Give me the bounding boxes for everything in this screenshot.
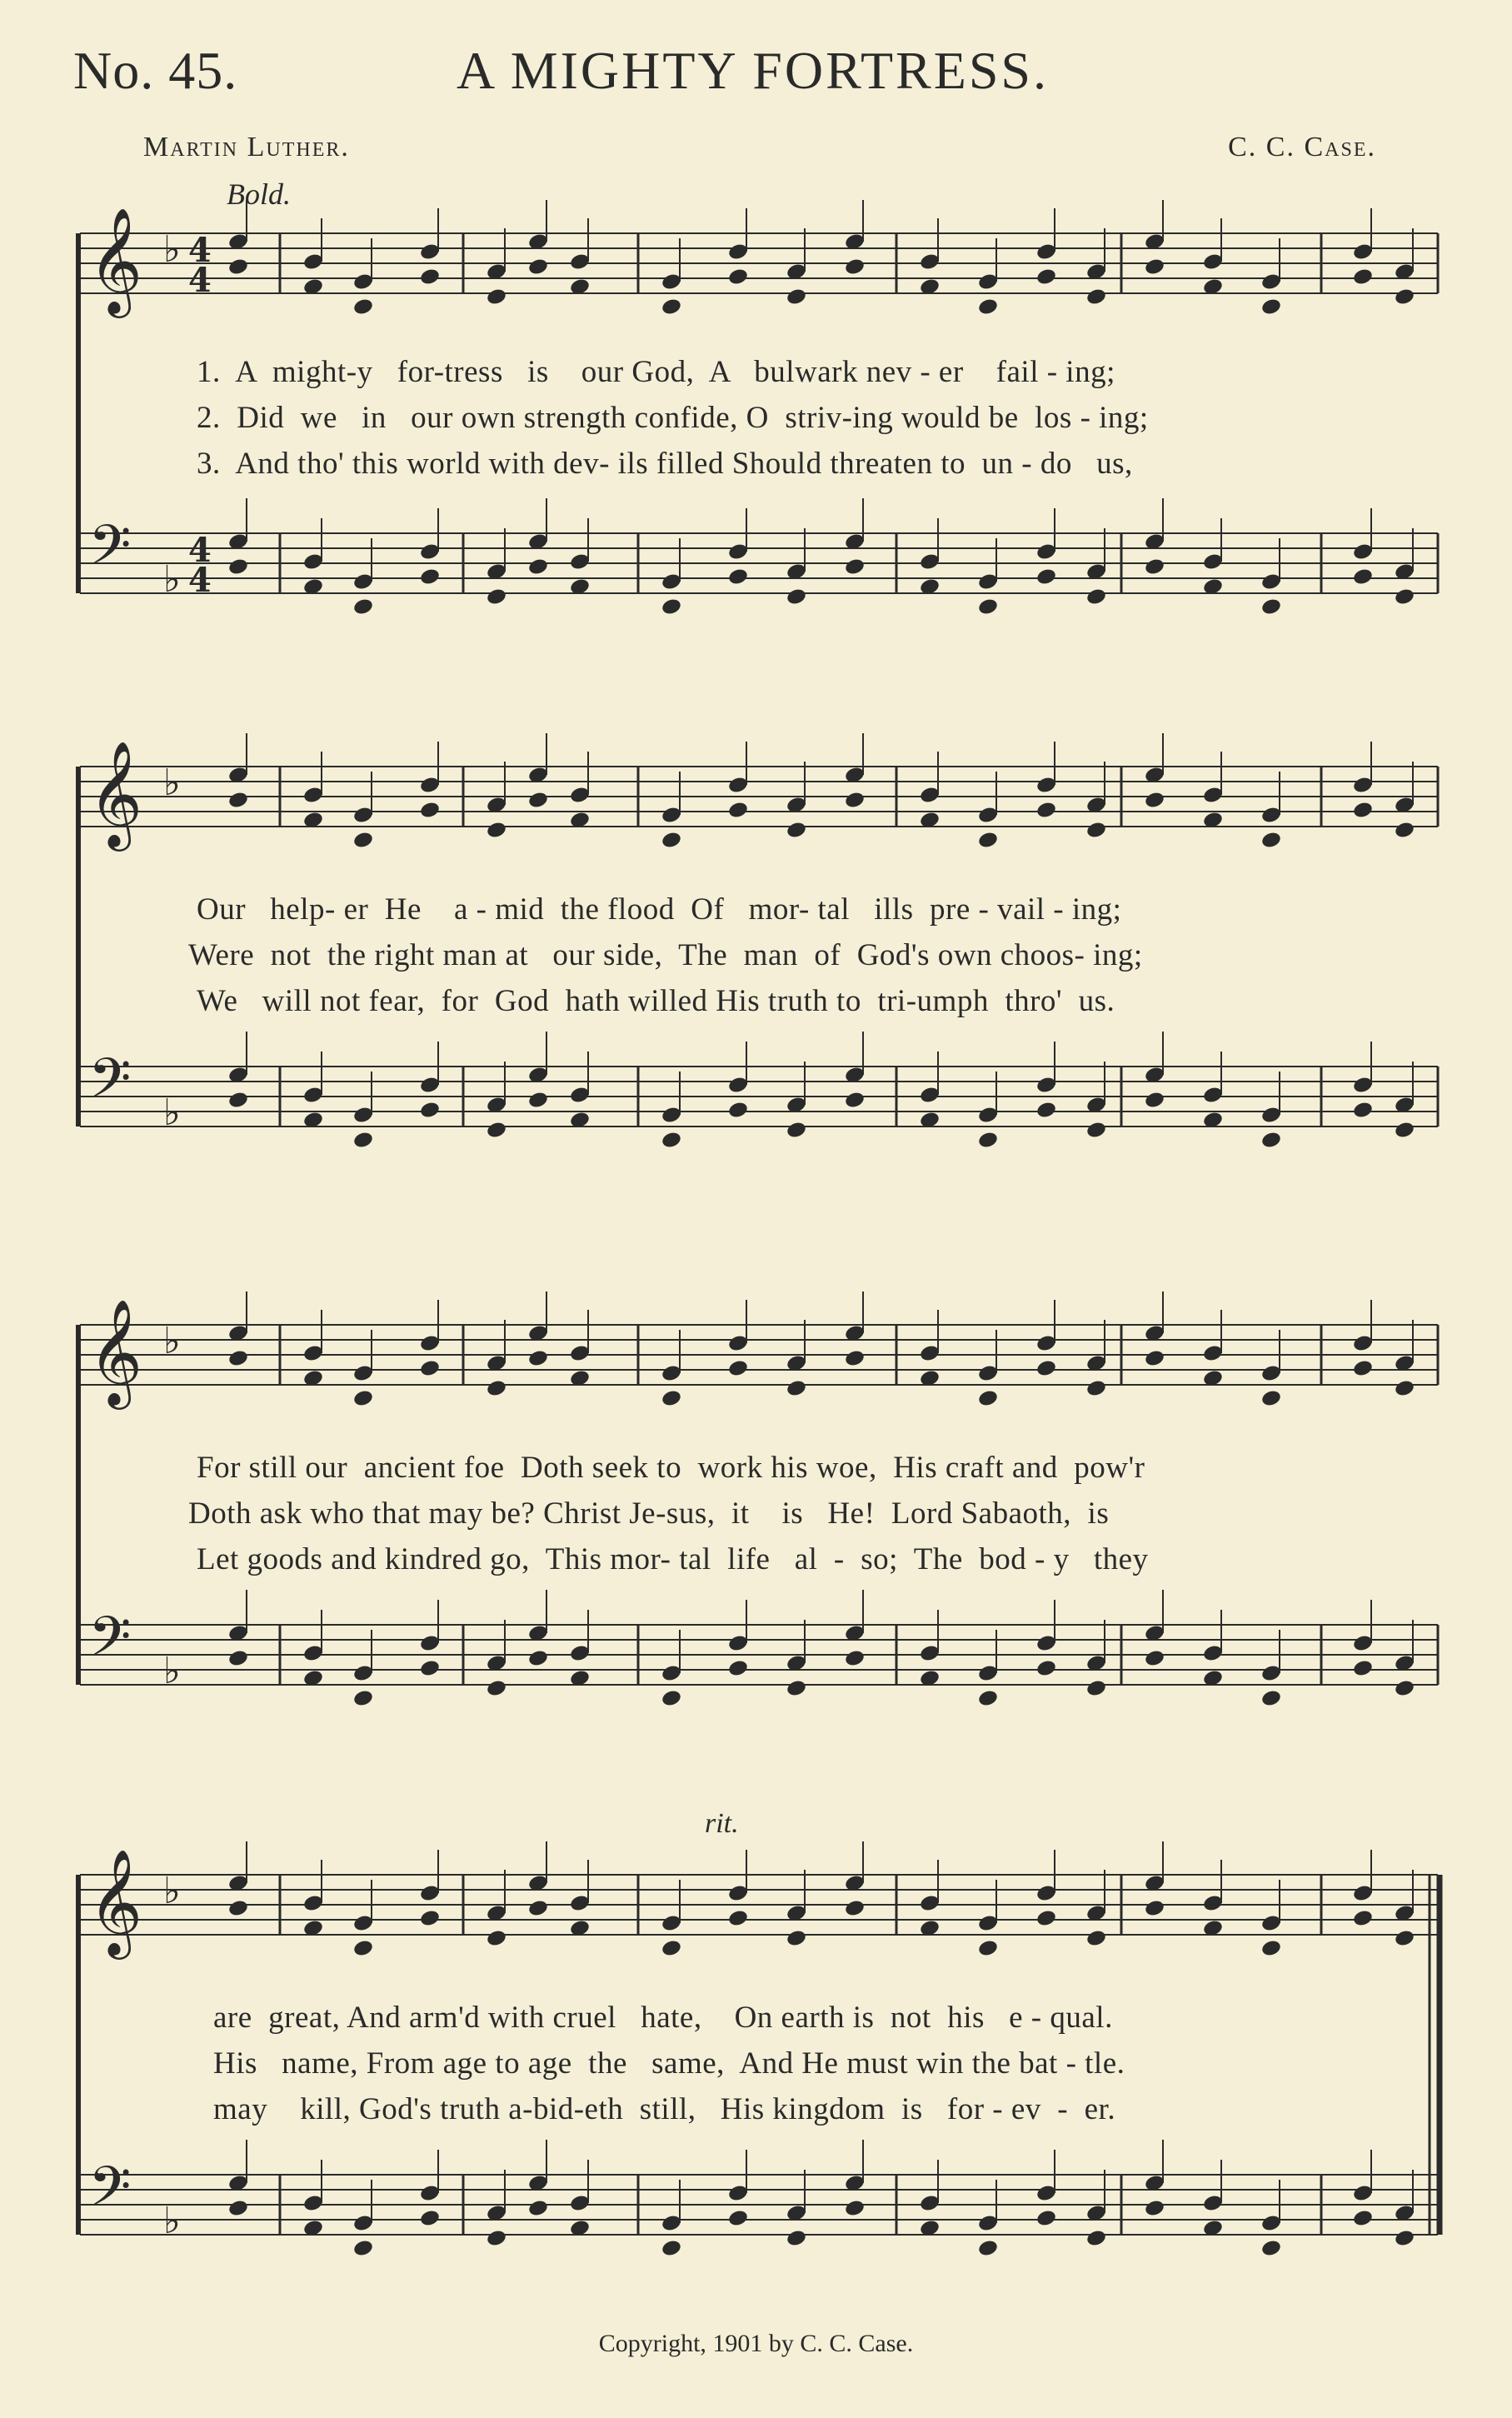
treble-clef-icon: 𝄞 (88, 207, 143, 313)
flat-icon: ♭ (163, 558, 181, 601)
flat-icon: ♭ (163, 1870, 181, 1912)
music-system-4 (72, 1841, 1446, 2308)
flat-icon: ♭ (163, 1320, 181, 1362)
flat-icon: ♭ (163, 1092, 181, 1134)
lyric-verse-1: For still our ancient foe Doth seek to work his woe, His craft and pow'r (197, 1451, 1145, 1485)
copyright: Copyright, 1901 by C. C. Case. (598, 2330, 914, 2357)
lyric-verse-2: His name, From age to age the same, And He must win the bat - tle. (213, 2046, 1125, 2081)
treble-clef-icon: 𝄞 (88, 1848, 143, 1955)
lyric-verse-3: 3. And tho' this world with dev- ils filled Should threaten to un - do us, (197, 447, 1133, 481)
author-words: Martin Luther. (143, 132, 350, 162)
svg-text:4: 4 (188, 531, 212, 570)
flat-icon: ♭ (163, 228, 181, 271)
bass-clef-icon: 𝄢 (88, 2155, 132, 2232)
lyric-verse-3: We will not fear, for God hath willed His truth to tri-umph thro' us. (197, 984, 1115, 1018)
ritardando-marking: rit. (705, 1808, 739, 1839)
music-system-3 (72, 1291, 1446, 1758)
treble-staff (80, 1291, 1438, 1410)
svg-text:4: 4 (188, 261, 212, 300)
credits (143, 132, 1376, 168)
treble-clef-icon: 𝄞 (88, 740, 143, 847)
music-system-2 (72, 733, 1446, 1200)
flat-icon: ♭ (163, 762, 181, 804)
treble-staff (80, 200, 1438, 318)
tempo-marking: Bold. (227, 177, 291, 211)
hymn-title: A MIGHTY FORTRESS. (457, 41, 1049, 100)
bass-staff (80, 1590, 1438, 1707)
bass-staff (80, 1032, 1438, 1149)
lyric-verse-1: Our help- er He a - mid the flood Of mor- tal ills pre - vail - ing; (197, 892, 1122, 927)
svg-text:4: 4 (188, 561, 212, 600)
lyric-verse-3: Let goods and kindred go, This mor- tal life al - so; The bod - y they (197, 1542, 1149, 1576)
lyric-verse-2: 2. Did we in our own strength confide, O striv-ing would be los - ing; (197, 401, 1149, 435)
lyric-verse-1: 1. A might-y for-tress is our God, A bulwark nev - er fail - ing; (197, 355, 1115, 389)
svg-text:4: 4 (188, 231, 212, 270)
bass-clef-icon: 𝄢 (88, 1047, 132, 1124)
hymn-number: No. 45. (73, 41, 238, 100)
lyric-verse-2: Were not the right man at our side, The man of God's own choos- ing; (188, 938, 1143, 972)
lyric-verse-1: are great, And arm'd with cruel hate, On earth is not his e - qual. (213, 2001, 1113, 2035)
music-system-1 (72, 200, 1446, 650)
bass-clef-icon: 𝄢 (88, 1605, 132, 1682)
treble-clef-icon: 𝄞 (88, 1298, 143, 1405)
bass-staff (80, 2140, 1438, 2257)
lyric-verse-3: may kill, God's truth a-bid-eth still, His kingdom is for - ev - er. (213, 2092, 1116, 2126)
title-row (73, 40, 1440, 107)
flat-icon: ♭ (163, 2200, 181, 2242)
bass-staff (80, 498, 1438, 616)
flat-icon: ♭ (163, 1650, 181, 1692)
lyric-verse-2: Doth ask who that may be? Christ Je-sus, it is He! Lord Sabaoth, is (188, 1496, 1110, 1531)
author-music: C. C. Case. (1228, 132, 1376, 162)
treble-staff (80, 1841, 1438, 1960)
bass-clef-icon: 𝄢 (88, 513, 132, 591)
treble-staff (80, 733, 1438, 852)
